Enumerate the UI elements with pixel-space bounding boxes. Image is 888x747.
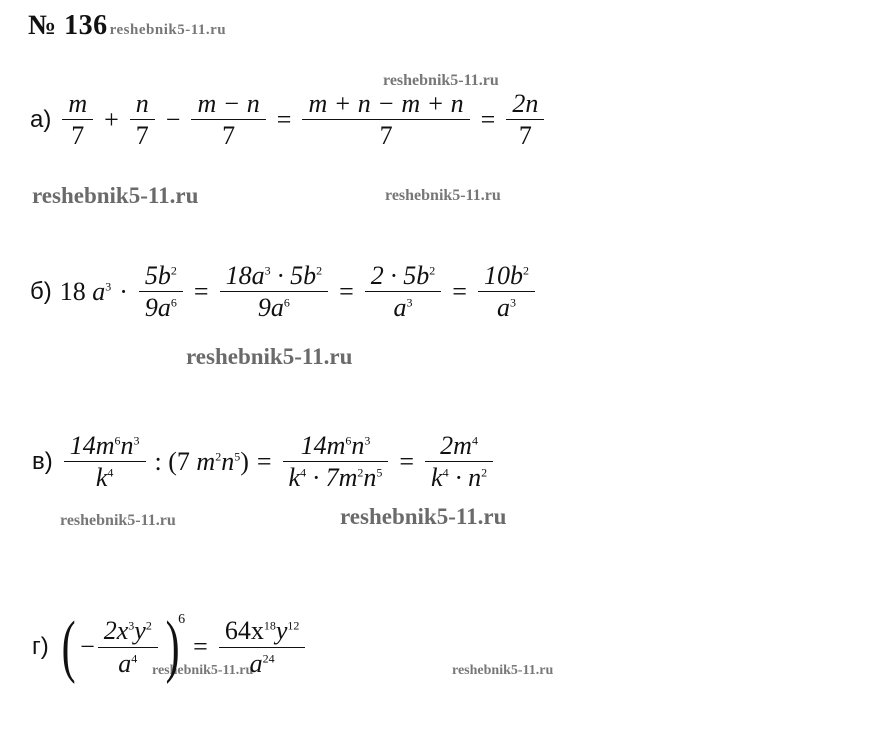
equals-sign: = <box>339 276 354 306</box>
fraction-n-over-7: $\frac{n}{7}$ <box>133 90 152 150</box>
fraction-result: $\frac{2m^4}{k^4 \cdot n^2}$ <box>428 432 490 492</box>
fraction-14m6n3-over-k4: $\frac{14m^6n^3}{k^4}$ <box>67 432 143 492</box>
left-parenthesis: ( <box>61 608 76 685</box>
part-c-label: в) <box>32 447 53 475</box>
equals-sign: = <box>276 104 292 134</box>
right-parenthesis: ) <box>165 608 180 685</box>
part-b-label: б) <box>30 277 52 305</box>
equals-sign: = <box>193 632 208 661</box>
watermark: reshebnik5-11.ru <box>452 663 554 678</box>
outer-exponent: 6 <box>178 612 186 627</box>
part-d <box>32 608 308 685</box>
part-a <box>30 90 547 150</box>
fraction-5b2-over-9a6: $\frac{5b^2}{9a^6}$ <box>142 262 180 322</box>
divisor-term: : (7 $m^2n^5$) <box>154 446 249 476</box>
watermark: reshebnik5-11.ru <box>340 504 507 529</box>
part-b <box>30 262 538 322</box>
part-a-label: а) <box>30 105 52 133</box>
equals-sign: = <box>256 446 272 476</box>
watermark: reshebnik5-11.ru <box>152 663 254 678</box>
equals-sign: = <box>399 446 415 476</box>
fraction-m-minus-n-over-7: $\frac{m - n}{7}$ <box>194 90 262 150</box>
watermark: reshebnik5-11.ru <box>32 183 199 208</box>
fraction-simplified: $\frac{2 \cdot 5b^2}{a^3}$ <box>368 262 439 322</box>
fraction-quotient: $\frac{14m^6n^3}{k^4 \cdot 7m^2n^5}$ <box>286 432 386 492</box>
part-d-label: г) <box>32 633 49 660</box>
equals-sign: = <box>193 276 209 306</box>
problem-number: № 136 <box>28 10 108 41</box>
fraction-result: $\frac{64x^{18}y^{12}}{a^{24}}$ <box>222 617 303 677</box>
term-18a3: 18 $a^3$ <box>59 276 112 306</box>
plus-sign: + <box>104 104 119 134</box>
watermark: reshebnik5-11.ru <box>186 344 353 369</box>
equals-sign: = <box>480 104 496 134</box>
fraction-2x3y2-over-a4: $\frac{2x^3y^2}{a^4}$ <box>101 617 155 677</box>
fraction-m-over-7: $\frac{m}{7}$ <box>65 90 90 150</box>
dot-sign: · <box>119 276 128 306</box>
minus-sign: − <box>165 104 181 134</box>
title-watermark: reshebnik5-11.ru <box>109 22 227 38</box>
watermark: reshebnik5-11.ru <box>385 187 501 204</box>
fraction-result: $\frac{2n}{7}$ <box>509 90 541 150</box>
part-c <box>32 432 496 492</box>
equals-sign: = <box>452 276 467 306</box>
fraction-combined: $\frac{m + n - m + n}{7}$ <box>305 90 466 150</box>
fraction-result: $\frac{10b^2}{a^3}$ <box>481 262 532 322</box>
watermark: reshebnik5-11.ru <box>60 512 176 529</box>
problem-title <box>28 10 226 42</box>
watermark: reshebnik5-11.ru <box>383 72 499 89</box>
minus-sign: − <box>80 632 95 661</box>
fraction-product: $\frac{18a^3 \cdot 5b^2}{9a^6}$ <box>223 262 326 322</box>
